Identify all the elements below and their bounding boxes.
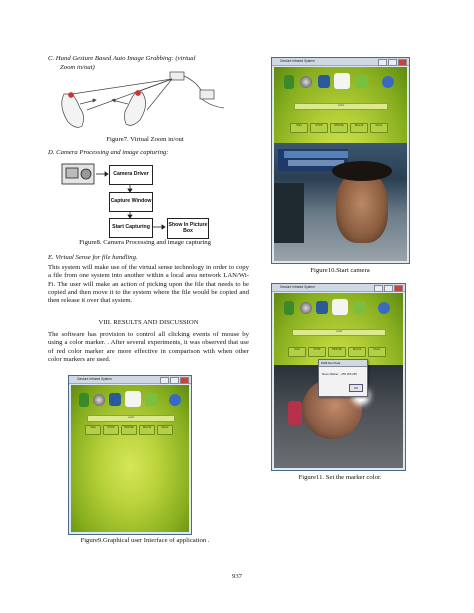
stop-button[interactable]: STOP: [308, 347, 326, 357]
heading-c-continued: Zoom in/out): [60, 64, 95, 71]
label-field: Label: [87, 415, 175, 422]
start-button[interactable]: Start: [288, 347, 306, 357]
stop-button[interactable]: STOP: [103, 425, 119, 435]
camera-icon: [300, 302, 312, 314]
close-icon: [398, 59, 407, 66]
mouse-button[interactable]: MOUSE: [330, 123, 348, 133]
figure7-illustration: [52, 70, 232, 136]
diagram-box-capture-window: Capture Window: [109, 192, 153, 212]
paragraph-results: The software has provision to control all clicking events of mouse by using a color marker. . After several experiments, it was observed that use of red color marker are more effective in comparison with when other color markers are used.: [48, 331, 249, 363]
camera-icon: [93, 394, 105, 406]
paragraph-virtual-sense: This system will make use of the virtual sense technology in order to copy a file from one system into another within a local area network LAN/Wi-Fi. The user will make an action of picking upon the file that needs to be copied and then move it to the system where the file would be copied and then release it over that system.: [48, 264, 249, 305]
gesture-icon: [125, 391, 141, 407]
close-icon: [394, 285, 403, 292]
dialog-title: RGB Alert Data: [319, 360, 367, 367]
mouse-button[interactable]: MOUSE: [328, 347, 346, 357]
camera-icon: [300, 76, 312, 88]
gesture-icon: [332, 299, 348, 315]
start-button[interactable]: Start: [85, 425, 101, 435]
figure8-caption: Figure8. Camera Processing and image capturing: [79, 239, 211, 246]
movie-button[interactable]: Movie: [368, 347, 386, 357]
figure11-app-window: [271, 283, 406, 471]
window-titlebar: Gesture Infrared System: [272, 284, 405, 292]
figure9-caption: Figure9.Graphical user Interface of application .: [80, 537, 210, 544]
maximize-icon: [388, 59, 397, 66]
stop-button[interactable]: STOP: [310, 123, 328, 133]
window-titlebar: Gesture Infrared System: [69, 376, 191, 384]
close-icon: [180, 377, 189, 384]
dialog-ok-button[interactable]: OK: [349, 384, 363, 392]
paint-icon: [284, 301, 294, 315]
folder-icon: [354, 301, 366, 314]
gesture-icon: [334, 73, 350, 89]
heading-c: C. Hand Gesture Based Auto Image Grabbing: (virtual: [48, 55, 196, 62]
label-field: Label: [292, 329, 386, 336]
page-number: 937: [231, 573, 243, 580]
movie-button[interactable]: Movie: [370, 123, 388, 133]
record-button[interactable]: Record: [348, 347, 366, 357]
app-green-panel: [71, 385, 189, 532]
heading-e: E. Virtual Sense for file handling.: [48, 254, 138, 261]
record-button[interactable]: Record: [350, 123, 368, 133]
folder-icon: [356, 75, 368, 88]
maximize-icon: [384, 285, 393, 292]
diagram-box-show-in-picture-box: Show In Picture Box: [167, 218, 209, 239]
rgb-alert-dialog: [318, 359, 368, 397]
globe-icon: [378, 302, 390, 314]
dialog-message: Move Marker... 255 255 255: [322, 372, 357, 376]
section-title-results: VIII. RESULTS AND DISCUSSION: [98, 319, 199, 326]
maximize-icon: [170, 377, 179, 384]
folder-icon: [145, 393, 157, 406]
app-green-panel: [274, 293, 403, 468]
app-green-panel: [274, 67, 407, 261]
heading-d: D. Camera Processing and image capturing:: [48, 149, 169, 156]
figure11-caption: Figure11. Set the marker color.: [298, 474, 382, 481]
paint-icon: [79, 393, 89, 407]
start-button[interactable]: Start: [290, 123, 308, 133]
minimize-icon: [160, 377, 169, 384]
minimize-icon: [378, 59, 387, 66]
mouse-button[interactable]: MOUSE: [121, 425, 137, 435]
label-field: Label: [294, 103, 388, 110]
diagram-box-start-capturing: Start Capturing: [109, 218, 153, 238]
figure7-caption: Figure7. Virtual Zoom in/out: [106, 136, 184, 143]
minimize-icon: [374, 285, 383, 292]
tool-icon: [109, 393, 121, 406]
globe-icon: [382, 76, 394, 88]
tool-icon: [316, 301, 328, 314]
tool-icon: [318, 75, 330, 88]
movie-button[interactable]: Movie: [157, 425, 173, 435]
diagram-box-camera-driver: Camera Driver: [109, 165, 153, 185]
window-titlebar: Gesture Infrared System: [272, 58, 409, 66]
figure10-caption: Figure10.Start camera: [310, 267, 370, 274]
camera-feed-image: [274, 143, 407, 261]
figure9-app-window: [68, 375, 192, 535]
figure10-app-window: [271, 57, 410, 264]
globe-icon: [169, 394, 181, 406]
record-button[interactable]: Record: [139, 425, 155, 435]
paint-icon: [284, 75, 294, 89]
